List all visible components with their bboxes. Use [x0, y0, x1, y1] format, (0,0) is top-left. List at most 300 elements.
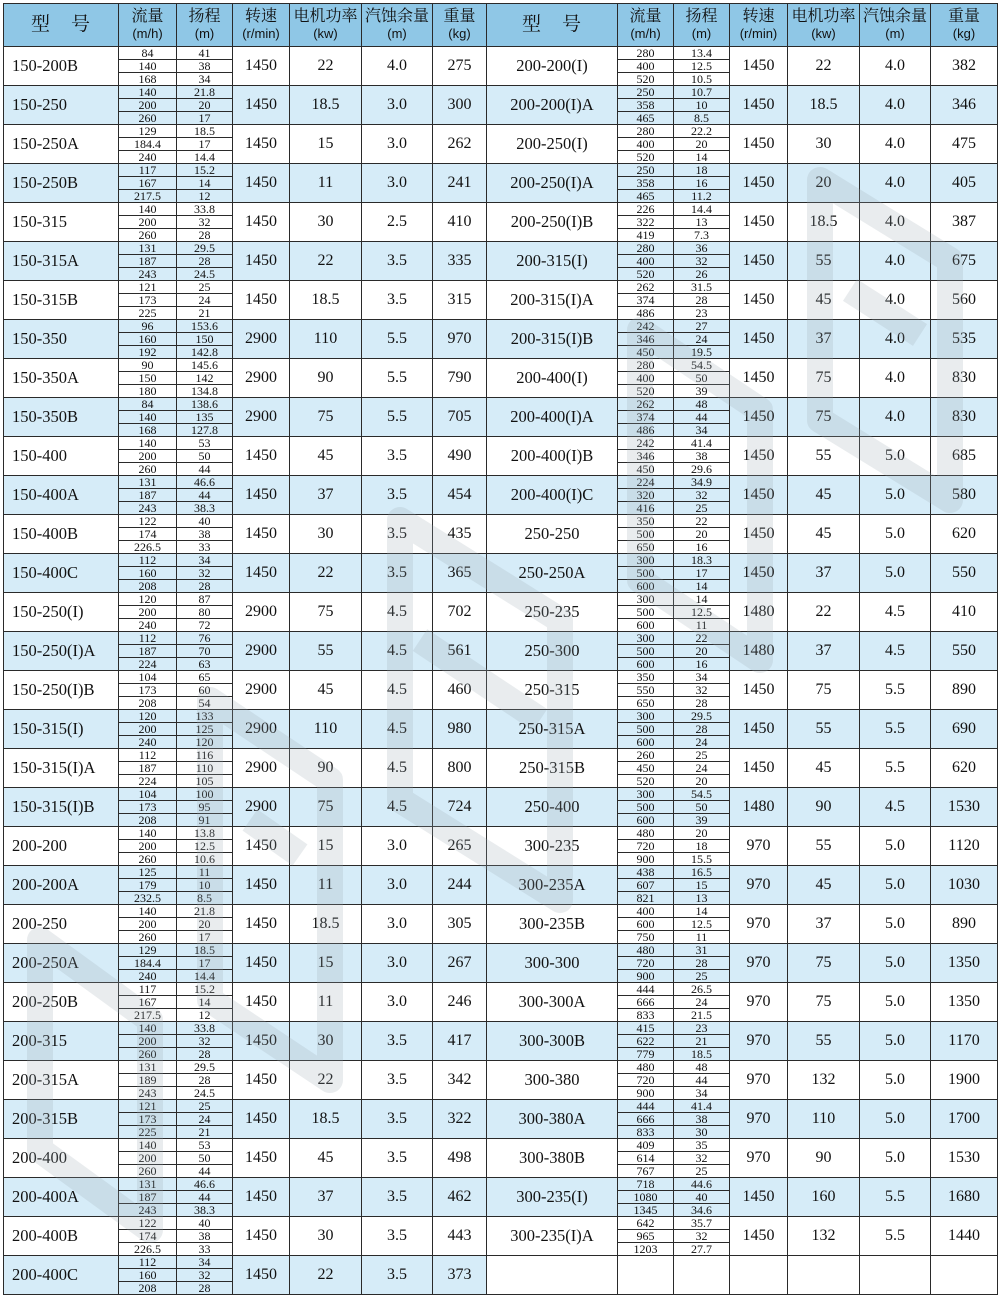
npsh-cell: 2.5	[362, 203, 433, 242]
table-row	[4, 905, 998, 944]
flow-value: 121	[119, 281, 176, 294]
npsh-cell: 4.5	[362, 710, 433, 749]
npsh-cell: 4.5	[860, 788, 931, 827]
weight-cell: 970	[433, 320, 487, 359]
speed-cell: 2900	[233, 749, 290, 788]
flow-value: 84	[119, 47, 176, 60]
head-value: 14	[695, 578, 708, 593]
flow-value: 140	[119, 1022, 176, 1035]
npsh-cell: 5.5	[362, 398, 433, 437]
speed-cell: 1450	[233, 47, 290, 86]
flow-value: 260	[138, 461, 157, 476]
flow-value: 465	[636, 110, 655, 125]
head-stack	[674, 671, 730, 710]
head-value: 11	[695, 617, 708, 632]
head-value: 76	[177, 632, 232, 645]
head-value: 63	[198, 656, 211, 671]
head-value: 65	[177, 671, 232, 684]
npsh-cell: 5.0	[860, 983, 931, 1022]
head-value: 33.8	[177, 203, 232, 216]
table-row	[4, 359, 998, 398]
weight-cell: 830	[931, 398, 998, 437]
flow-stack	[618, 866, 674, 905]
weight-cell: 685	[931, 437, 998, 476]
flow-value: 400	[618, 60, 673, 73]
model-cell: 250-315B	[487, 749, 618, 788]
flow-value: 750	[636, 929, 655, 944]
head-value: 46.6	[177, 1178, 232, 1191]
flow-value: 1203	[633, 1241, 658, 1256]
speed-cell: 1450	[730, 203, 788, 242]
weight-cell: 1680	[931, 1178, 998, 1217]
model-cell: 300-235(I)	[487, 1178, 618, 1217]
flow-value: 240	[138, 734, 157, 749]
npsh-cell: 5.5	[860, 1217, 931, 1256]
head-stack	[177, 866, 233, 905]
head-value: 24	[177, 294, 232, 307]
npsh-cell: 4.0	[860, 242, 931, 281]
head-stack	[177, 710, 233, 749]
weight-cell: 410	[433, 203, 487, 242]
head-value: 26.5	[674, 983, 729, 996]
table-body	[4, 47, 998, 1295]
power-cell: 22	[290, 242, 362, 281]
flow-value: 131	[119, 476, 176, 489]
head-stack	[177, 1100, 233, 1139]
flow-value: 600	[636, 812, 655, 827]
head-value: 10.5	[691, 71, 712, 86]
head-value: 28	[198, 578, 211, 593]
head-stack	[674, 827, 730, 866]
head-stack	[177, 554, 233, 593]
flow-value: 900	[636, 1085, 655, 1100]
speed-cell: 2900	[233, 671, 290, 710]
head-value: 34.9	[674, 476, 729, 489]
flow-value: 243	[138, 1085, 157, 1100]
flow-value: 833	[636, 1124, 655, 1139]
weight-cell: 267	[433, 944, 487, 983]
head-value: 36	[674, 242, 729, 255]
flow-stack	[618, 1217, 674, 1256]
npsh-cell: 5.5	[860, 671, 931, 710]
head-value: 133	[177, 710, 232, 723]
weight-cell: 475	[931, 125, 998, 164]
header-weight: 重量 (kg)	[433, 4, 487, 47]
head-value: 15	[674, 879, 729, 892]
npsh-cell: 4.0	[860, 359, 931, 398]
model-cell: 200-400(I)	[487, 359, 618, 398]
head-value: 14	[177, 177, 232, 190]
model-cell: 300-235	[487, 827, 618, 866]
head-value: 34	[695, 1085, 708, 1100]
head-value: 142	[177, 372, 232, 385]
speed-cell: 2900	[233, 320, 290, 359]
npsh-cell: 5.0	[860, 944, 931, 983]
head-value: 18.5	[177, 944, 232, 957]
speed-cell: 1450	[730, 164, 788, 203]
model-cell: 200-250(I)B	[487, 203, 618, 242]
head-value: 48	[674, 398, 729, 411]
speed-cell: 970	[730, 1139, 788, 1178]
flow-value: 400	[618, 905, 673, 918]
flow-value: 480	[618, 1061, 673, 1074]
npsh-cell: 5.0	[860, 554, 931, 593]
power-cell: 55	[788, 710, 860, 749]
head-stack	[177, 1061, 233, 1100]
npsh-cell: 5.0	[860, 515, 931, 554]
weight-cell: 724	[433, 788, 487, 827]
head-value: 28	[177, 255, 232, 268]
head-value: 34	[674, 671, 729, 684]
weight-cell: 800	[433, 749, 487, 788]
head-value: 138.6	[177, 398, 232, 411]
head-value: 14	[695, 149, 708, 164]
npsh-cell: 4.0	[860, 125, 931, 164]
weight-cell: 1530	[931, 788, 998, 827]
head-value: 125	[177, 723, 232, 736]
flow-value: 965	[618, 1230, 673, 1243]
head-value: 38.3	[194, 500, 215, 515]
model-cell: 150-250(I)B	[4, 671, 119, 710]
npsh-cell: 5.0	[860, 1061, 931, 1100]
flow-stack	[119, 749, 177, 788]
model-cell: 250-250A	[487, 554, 618, 593]
flow-value: 200	[119, 1035, 176, 1048]
table-row	[4, 1139, 998, 1178]
head-stack	[177, 398, 233, 437]
speed-cell: 1450	[233, 1256, 290, 1295]
model-cell: 150-400B	[4, 515, 119, 554]
flow-value: 821	[636, 890, 655, 905]
head-value: 28	[674, 294, 729, 307]
head-value: 34	[177, 554, 232, 567]
flow-stack	[119, 398, 177, 437]
npsh-cell: 5.0	[860, 827, 931, 866]
speed-cell: 1450	[730, 1217, 788, 1256]
flow-value: 224	[618, 476, 673, 489]
model-cell: 150-400	[4, 437, 119, 476]
flow-value: 520	[636, 266, 655, 281]
flow-value: 260	[138, 851, 157, 866]
weight-cell: 490	[433, 437, 487, 476]
head-stack	[674, 593, 730, 632]
head-value: 18.5	[691, 1046, 712, 1061]
table-row	[4, 788, 998, 827]
speed-cell: 970	[730, 905, 788, 944]
model-cell: 150-250(I)	[4, 593, 119, 632]
power-cell: 30	[290, 1217, 362, 1256]
npsh-cell: 3.0	[362, 983, 433, 1022]
head-stack	[674, 1061, 730, 1100]
table-row	[4, 515, 998, 554]
flow-stack	[119, 1178, 177, 1217]
npsh-cell: 3.5	[362, 554, 433, 593]
head-value: 41	[177, 47, 232, 60]
head-stack	[674, 476, 730, 515]
model-cell: 300-380A	[487, 1100, 618, 1139]
head-value: 39	[695, 812, 708, 827]
head-value: 60	[177, 684, 232, 697]
table-header-row	[4, 4, 998, 47]
weight-cell: 244	[433, 866, 487, 905]
speed-cell: 1450	[233, 983, 290, 1022]
speed-cell: 2900	[233, 788, 290, 827]
speed-cell: 2900	[233, 359, 290, 398]
flow-stack	[119, 1217, 177, 1256]
head-value: 40	[674, 1191, 729, 1204]
npsh-cell: 5.0	[860, 905, 931, 944]
weight-cell: 620	[931, 749, 998, 788]
head-stack	[177, 476, 233, 515]
head-value: 87	[177, 593, 232, 606]
flow-stack	[119, 359, 177, 398]
flow-stack	[618, 515, 674, 554]
power-cell: 45	[788, 866, 860, 905]
flow-value: 444	[618, 983, 673, 996]
flow-value: 614	[618, 1152, 673, 1165]
flow-value: 112	[119, 749, 176, 762]
weight-cell: 790	[433, 359, 487, 398]
flow-stack	[618, 359, 674, 398]
flow-value: 200	[119, 840, 176, 853]
speed-cell: 1450	[233, 242, 290, 281]
flow-value: 167	[119, 996, 176, 1009]
flow-value: 187	[119, 489, 176, 502]
flow-stack	[119, 515, 177, 554]
flow-value: 358	[618, 99, 673, 112]
weight-cell: 980	[433, 710, 487, 749]
table-row	[4, 827, 998, 866]
head-stack	[674, 281, 730, 320]
speed-cell: 970	[730, 944, 788, 983]
flow-value: 200	[119, 1152, 176, 1165]
head-value: 44	[177, 1191, 232, 1204]
head-value: 14.4	[674, 203, 729, 216]
model-cell: 150-350A	[4, 359, 119, 398]
head-value: 25	[695, 1163, 708, 1178]
flow-stack	[119, 554, 177, 593]
weight-cell: 1700	[931, 1100, 998, 1139]
head-value: 30	[695, 1124, 708, 1139]
table-row	[4, 983, 998, 1022]
head-value: 22.2	[674, 125, 729, 138]
head-stack	[674, 983, 730, 1022]
npsh-cell: 3.5	[362, 1139, 433, 1178]
model-cell: 200-400(I)B	[487, 437, 618, 476]
speed-cell: 1450	[233, 281, 290, 320]
head-value: 8.5	[694, 110, 709, 125]
head-value: 20	[177, 99, 232, 112]
head-value: 39	[695, 383, 708, 398]
flow-stack	[618, 476, 674, 515]
speed-cell: 1450	[233, 827, 290, 866]
head-value: 145.6	[177, 359, 232, 372]
npsh-cell: 3.5	[362, 1256, 433, 1295]
head-value: 44	[198, 1163, 211, 1178]
flow-stack	[119, 47, 177, 86]
head-value: 44	[177, 489, 232, 502]
head-value: 38	[674, 450, 729, 463]
head-value: 14	[674, 593, 729, 606]
weight-cell: 462	[433, 1178, 487, 1217]
speed-cell: 1450	[730, 281, 788, 320]
head-stack	[177, 749, 233, 788]
head-stack	[674, 710, 730, 749]
model-cell: 150-315A	[4, 242, 119, 281]
flow-value: 187	[119, 645, 176, 658]
flow-stack	[618, 398, 674, 437]
weight-cell: 550	[931, 632, 998, 671]
flow-value: 140	[119, 411, 176, 424]
flow-value: 833	[636, 1007, 655, 1022]
power-cell: 18.5	[290, 1100, 362, 1139]
flow-value: 217.5	[134, 1007, 161, 1022]
flow-value: 550	[618, 684, 673, 697]
npsh-cell: 5.5	[860, 1178, 931, 1217]
power-cell: 45	[788, 476, 860, 515]
model-cell: 150-350B	[4, 398, 119, 437]
head-value: 44	[198, 461, 211, 476]
weight-cell: 443	[433, 1217, 487, 1256]
speed-cell: 1450	[233, 437, 290, 476]
head-value: 142.8	[191, 344, 218, 359]
flow-value: 187	[119, 255, 176, 268]
flow-value: 650	[636, 695, 655, 710]
power-cell: 22	[290, 554, 362, 593]
flow-stack	[119, 164, 177, 203]
flow-value: 500	[618, 567, 673, 580]
head-value: 24	[177, 1113, 232, 1126]
head-value: 34	[177, 1256, 232, 1269]
power-cell: 15	[290, 827, 362, 866]
head-stack	[674, 164, 730, 203]
head-value: 12.5	[674, 606, 729, 619]
head-value: 46.6	[177, 476, 232, 489]
npsh-cell: 4.0	[362, 47, 433, 86]
flow-value: 243	[138, 1202, 157, 1217]
npsh-cell: 4.0	[860, 47, 931, 86]
weight-cell: 498	[433, 1139, 487, 1178]
npsh-cell: 3.5	[362, 476, 433, 515]
power-cell: 110	[788, 1100, 860, 1139]
head-stack	[674, 86, 730, 125]
head-value: 34.6	[691, 1202, 712, 1217]
head-value: 27	[674, 320, 729, 333]
head-value: 25	[695, 968, 708, 983]
model-cell: 250-250	[487, 515, 618, 554]
power-cell: 132	[788, 1061, 860, 1100]
head-value: 32	[674, 1230, 729, 1243]
npsh-cell: 5.0	[860, 1139, 931, 1178]
flow-value: 260	[618, 749, 673, 762]
speed-cell: 1450	[233, 944, 290, 983]
head-value: 12.5	[674, 60, 729, 73]
head-value: 127.8	[191, 422, 218, 437]
head-value: 29.5	[674, 710, 729, 723]
speed-cell: 2900	[233, 710, 290, 749]
power-cell: 45	[788, 281, 860, 320]
weight-cell: 535	[931, 320, 998, 359]
head-value: 25	[177, 281, 232, 294]
flow-value: 225	[138, 1124, 157, 1139]
head-value: 24.5	[194, 1085, 215, 1100]
speed-cell: 1450	[730, 359, 788, 398]
head-value: 18	[674, 840, 729, 853]
flow-stack	[119, 866, 177, 905]
flow-stack	[618, 593, 674, 632]
head-stack	[177, 242, 233, 281]
flow-value: 173	[119, 684, 176, 697]
head-value: 24	[674, 762, 729, 775]
model-cell: 250-315	[487, 671, 618, 710]
flow-value: 121	[119, 1100, 176, 1113]
head-stack	[674, 749, 730, 788]
head-value: 10.7	[674, 86, 729, 99]
flow-value: 243	[138, 266, 157, 281]
head-stack	[674, 632, 730, 671]
npsh-cell: 3.5	[362, 1178, 433, 1217]
flow-value: 226.5	[134, 1241, 161, 1256]
flow-value: 720	[618, 1074, 673, 1087]
flow-stack	[119, 983, 177, 1022]
flow-stack	[618, 749, 674, 788]
model-cell: 200-315(I)B	[487, 320, 618, 359]
model-cell: 300-300A	[487, 983, 618, 1022]
model-cell: 150-350	[4, 320, 119, 359]
flow-value: 167	[119, 177, 176, 190]
head-stack	[674, 203, 730, 242]
head-value: 40	[177, 515, 232, 528]
head-value: 32	[177, 1035, 232, 1048]
head-stack	[177, 437, 233, 476]
flow-value: 140	[119, 86, 176, 99]
weight-cell: 322	[433, 1100, 487, 1139]
flow-stack	[618, 1022, 674, 1061]
weight-cell: 705	[433, 398, 487, 437]
table-row	[4, 398, 998, 437]
model-cell: 200-200(I)	[487, 47, 618, 86]
power-cell: 37	[788, 320, 860, 359]
weight-cell: 1350	[931, 944, 998, 983]
weight-cell: 315	[433, 281, 487, 320]
power-cell: 15	[290, 944, 362, 983]
weight-cell: 1030	[931, 866, 998, 905]
flow-stack	[618, 554, 674, 593]
head-value: 28	[695, 695, 708, 710]
npsh-cell: 3.0	[362, 905, 433, 944]
head-stack	[674, 47, 730, 86]
npsh-cell: 3.0	[362, 866, 433, 905]
weight-cell: 690	[931, 710, 998, 749]
speed-cell: 1480	[730, 788, 788, 827]
speed-cell: 970	[730, 1022, 788, 1061]
head-value: 28	[198, 1280, 211, 1295]
model-cell: 150-315(I)B	[4, 788, 119, 827]
npsh-cell: 3.5	[362, 281, 433, 320]
weight-cell: 1350	[931, 983, 998, 1022]
flow-value: 400	[618, 372, 673, 385]
flow-stack	[618, 86, 674, 125]
table-row	[4, 1022, 998, 1061]
head-stack	[674, 437, 730, 476]
npsh-cell: 5.5	[362, 320, 433, 359]
flow-value: 129	[119, 944, 176, 957]
npsh-cell: 3.5	[362, 1217, 433, 1256]
flow-value: 520	[636, 773, 655, 788]
table-row	[4, 1217, 998, 1256]
model-cell: 150-400A	[4, 476, 119, 515]
head-value: 14	[674, 905, 729, 918]
